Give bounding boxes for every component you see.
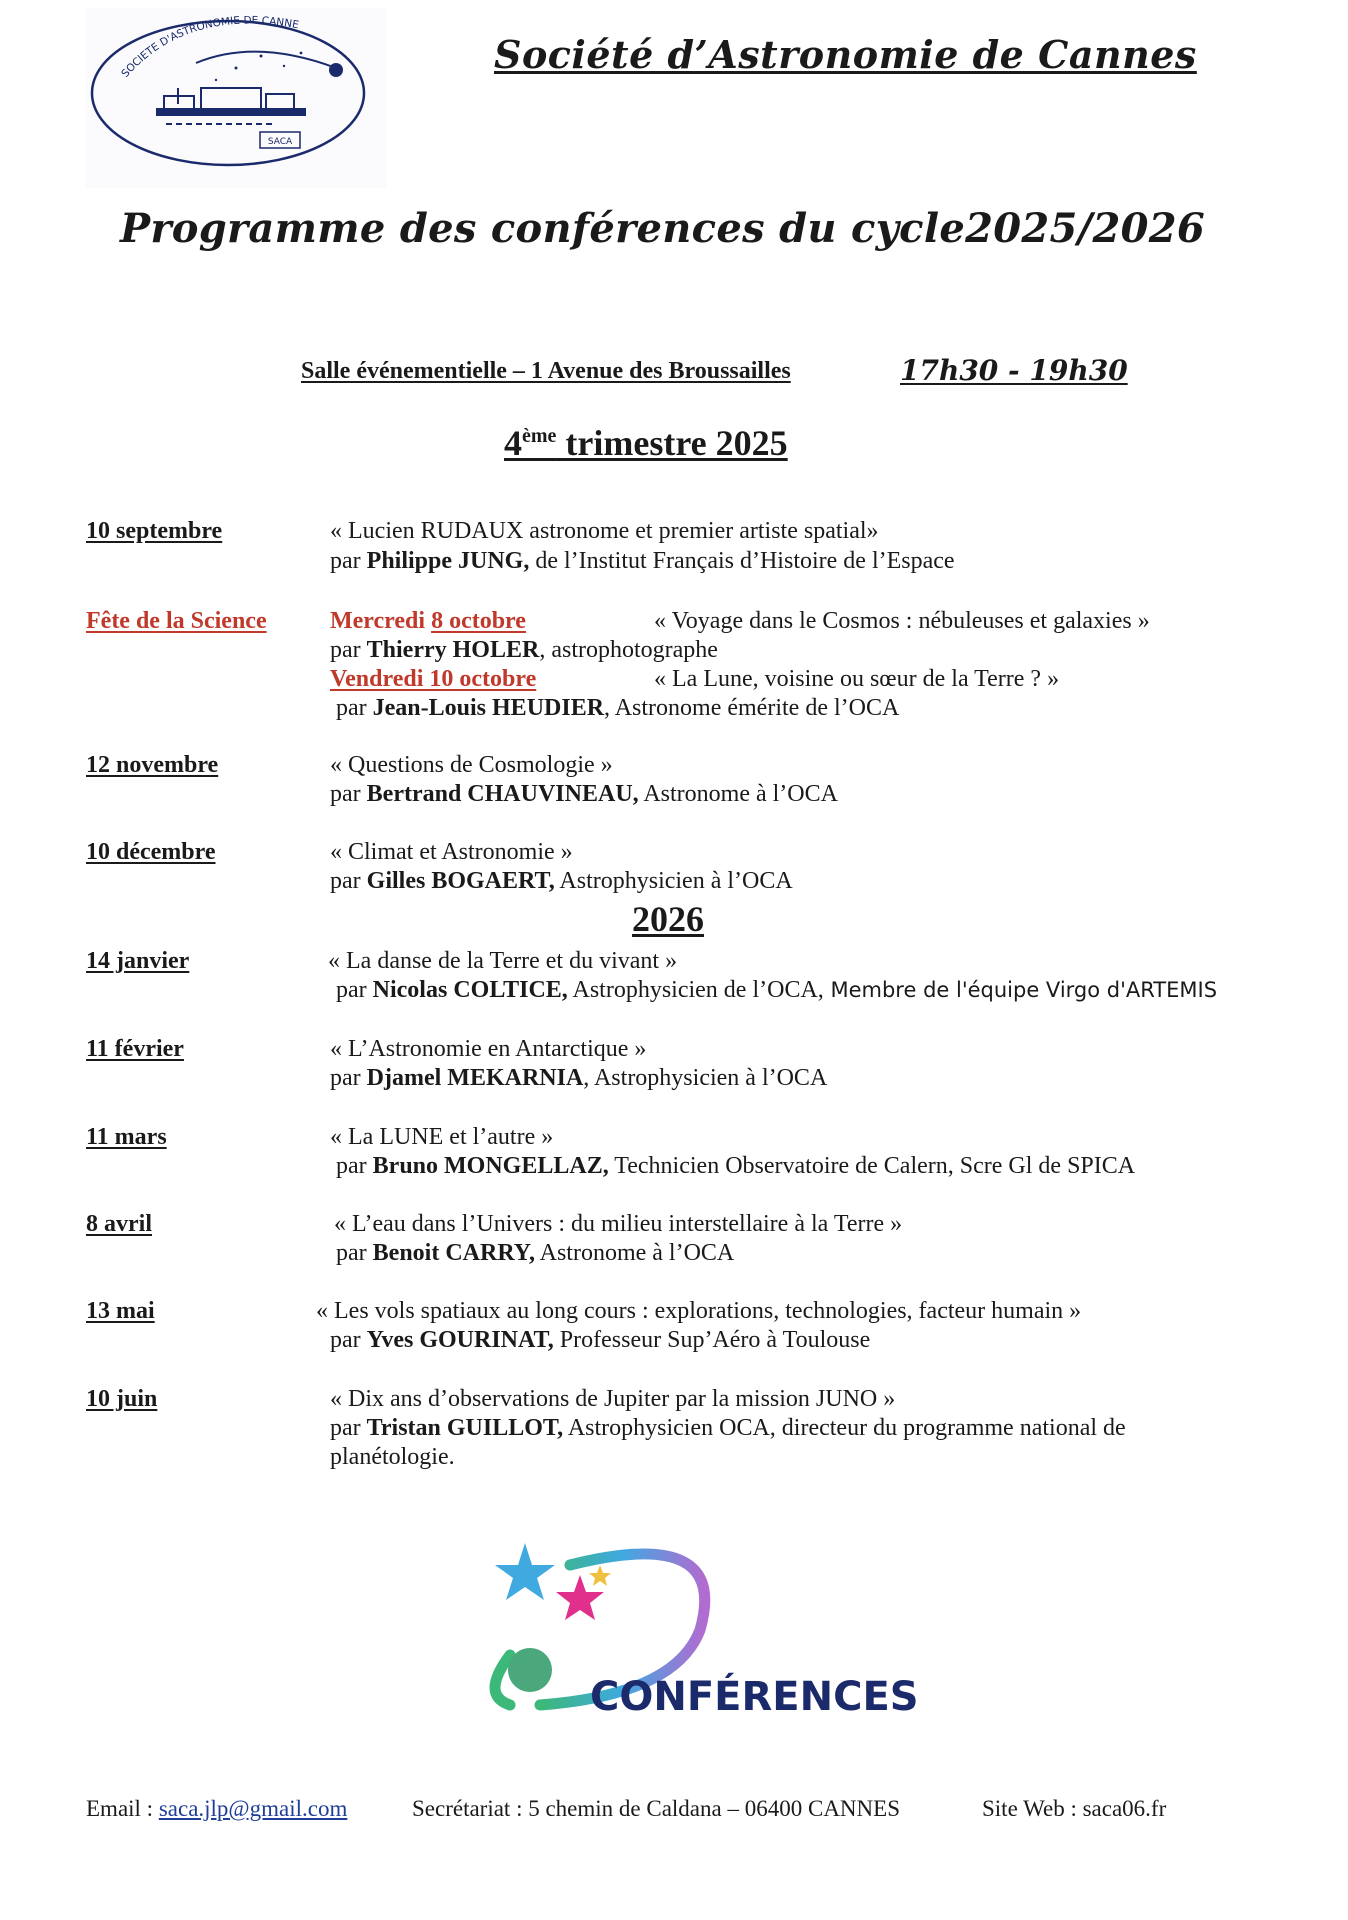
speaker-name: Benoit CARRY, (372, 1240, 535, 1266)
event-date: 11 février (86, 1036, 184, 1062)
society-logo (86, 8, 386, 188)
footer-site: Site Web : saca06.fr (982, 1796, 1167, 1821)
footer-email (86, 1796, 347, 1822)
par-label: par (330, 1065, 367, 1091)
event-speaker-line (336, 1240, 734, 1267)
footer-email-label: Email : (86, 1796, 159, 1821)
event-date: 12 novembre (86, 752, 219, 778)
society-logo-graphic (86, 8, 386, 188)
footer-secretariat: Secrétariat : 5 chemin de Caldana – 06400 CANNES (412, 1796, 900, 1821)
par-label: par (336, 1240, 373, 1266)
par-label: par (330, 868, 367, 894)
speaker-role: Technicien Observatoire de Calern, Scre Gl de SPICA (608, 1153, 1136, 1179)
page-title: Société d’Astronomie de Cannes (494, 32, 1197, 77)
speaker-name: Jean-Louis HEUDIER (372, 695, 605, 721)
event-date: 14 janvier (86, 948, 190, 974)
speaker-name: Nicolas COLTICE, (372, 977, 568, 1003)
fete-title-1: « Voyage dans le Cosmos : nébuleuses et galaxies » (654, 608, 1150, 634)
fete-day-1: Mercredi (330, 608, 432, 634)
quarter-sup: ème (522, 425, 557, 447)
quarter-heading (504, 422, 788, 464)
speaker-name: Bruno MONGELLAZ, (372, 1153, 609, 1179)
speaker-role: , Astrophysicien à l’OCA (583, 1065, 828, 1091)
speaker-role: Astrophysicien OCA, directeur du programme national de (563, 1415, 1126, 1441)
event-title: « Dix ans d’observations de Jupiter par la mission JUNO » (330, 1386, 896, 1412)
page-subtitle: Programme des conférences du cycle2025/2026 (120, 205, 1206, 252)
fete-title-2: « La Lune, voisine ou sœur de la Terre ? » (654, 666, 1060, 692)
fete-speaker-2 (336, 695, 899, 722)
quarter-number: 4 (504, 423, 522, 463)
event-speaker-line (330, 1415, 1126, 1442)
par-label: par (336, 1153, 373, 1179)
speaker-role: Professeur Sup’Aéro à Toulouse (553, 1327, 871, 1353)
speaker-role: , astrophotographe (539, 637, 718, 663)
speaker-name: Thierry HOLER (366, 637, 540, 663)
event-speaker-line (330, 1065, 827, 1092)
speaker-role: de l’Institut Français d’Histoire de l’Espace (529, 548, 955, 574)
event-title: « L’Astronomie en Antarctique » (330, 1036, 647, 1062)
par-label: par (330, 781, 367, 807)
event-date: 10 juin (86, 1386, 158, 1412)
event-speaker-line (330, 781, 838, 808)
year-heading: 2026 (632, 899, 704, 939)
par-label: par (330, 548, 367, 574)
speaker-role: , Astronome émérite de l’OCA (604, 695, 900, 721)
event-speaker-line (330, 868, 793, 895)
speaker-name: Philippe JUNG, (366, 548, 530, 574)
conferences-logo (470, 1535, 950, 1735)
event-date: 11 mars (86, 1124, 167, 1150)
event-speaker-line (336, 977, 1217, 1004)
conferences-logo-graphic (470, 1535, 950, 1735)
fete-date-1-value: 8 octobre (431, 608, 526, 634)
speaker-name: Tristan GUILLOT, (366, 1415, 564, 1441)
event-speaker-line (330, 1327, 870, 1354)
speaker-name: Yves GOURINAT, (366, 1327, 554, 1353)
logo-arc-text: SOCIETE D'ASTRONOMIE DE CANNE (119, 14, 300, 80)
email-link[interactable]: saca.jlp@gmail.com (158, 1796, 348, 1821)
event-title: « La danse de la Terre et du vivant » (328, 948, 678, 974)
event-title: « La LUNE et l’autre » (330, 1124, 554, 1150)
par-label: par (330, 1415, 367, 1441)
par-label: par (336, 977, 373, 1003)
fete-date-1 (330, 608, 526, 635)
logo-badge: SACA (267, 137, 293, 147)
event-speaker-cont: planétologie. (330, 1444, 455, 1470)
speaker-role: Astronome à l’OCA (534, 1240, 735, 1266)
speaker-name: Bertrand CHAUVINEAU, (366, 781, 639, 807)
speaker-role: Astrophysicien de l’OCA, (567, 977, 824, 1003)
speaker-name: Djamel MEKARNIA (366, 1065, 584, 1091)
speaker-name: Gilles BOGAERT, (366, 868, 555, 894)
fete-date-2: Vendredi 10 octobre (330, 666, 537, 692)
speaker-role: Astrophysicien à l’OCA (554, 868, 793, 894)
event-speaker-line (330, 548, 955, 575)
fete-label: Fête de la Science (86, 608, 267, 634)
par-label: par (336, 695, 373, 721)
quarter-rest: trimestre 2025 (556, 423, 788, 463)
event-date: 13 mai (86, 1298, 155, 1324)
event-title: « Climat et Astronomie » (330, 839, 573, 865)
event-date: 10 décembre (86, 839, 216, 865)
event-title: « Lucien RUDAUX astronome et premier artiste spatial» (330, 518, 879, 544)
event-title: « Les vols spatiaux au long cours : explorations, technologies, facteur humain » (316, 1298, 1082, 1324)
event-speaker-line (336, 1153, 1135, 1180)
par-label: par (330, 1327, 367, 1353)
event-title: « L’eau dans l’Univers : du milieu interstellaire à la Terre » (334, 1211, 903, 1237)
par-label: par (330, 637, 367, 663)
venue-time: 17h30 - 19h30 (900, 354, 1128, 387)
event-date: 8 avril (86, 1211, 152, 1237)
conferences-label: CONFÉRENCES (590, 1674, 919, 1720)
speaker-role-extra: Membre de l'équipe Virgo d'ARTEMIS (823, 978, 1218, 1002)
fete-speaker-1 (330, 637, 718, 664)
event-title: « Questions de Cosmologie » (330, 752, 613, 778)
event-date: 10 septembre (86, 518, 223, 544)
venue-place: Salle événementielle – 1 Avenue des Broussailles (301, 358, 791, 384)
speaker-role: Astronome à l’OCA (638, 781, 838, 807)
